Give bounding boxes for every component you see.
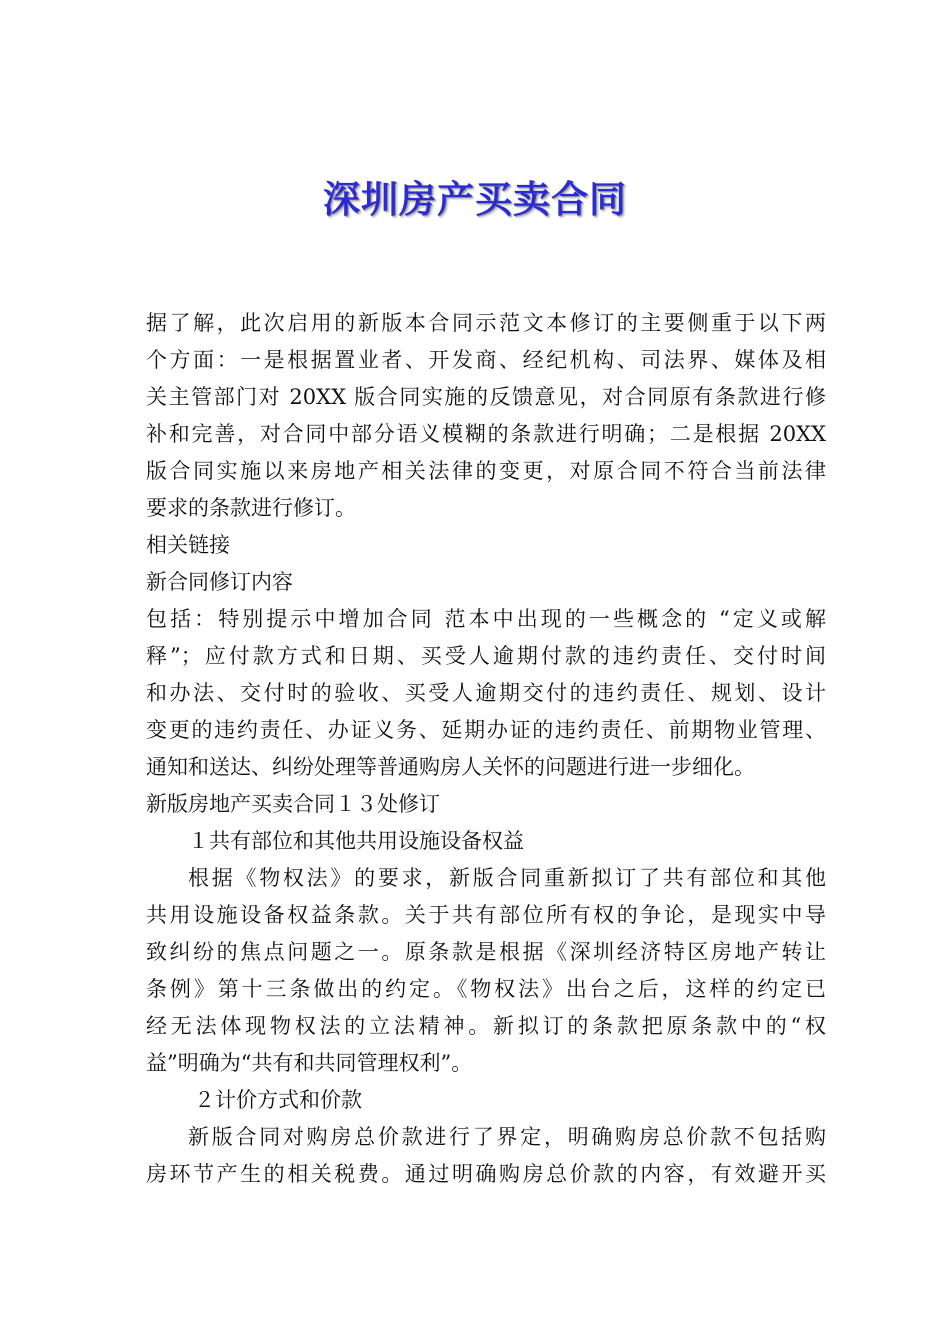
heading-line: 新合同修订内容 bbox=[146, 570, 293, 594]
paragraph-line: 共用设施设备权益条款。关于共有部位所有权的争论，是现实中导 bbox=[146, 903, 826, 927]
document-title: 深圳房产买卖合同 bbox=[323, 178, 627, 221]
paragraph-line: 关主管部门对 20XX 版合同实施的反馈意见，对合同原有条款进行修 bbox=[146, 385, 826, 409]
paragraph-line: 通知和送达、纠纷处理等普通购房人关怀的问题进行进一步细化。 bbox=[146, 755, 755, 779]
paragraph-line: 要求的条款进行修订。 bbox=[146, 496, 356, 520]
paragraph-line: 个方面：一是根据置业者、开发商、经纪机构、司法界、媒体及相 bbox=[146, 348, 826, 372]
paragraph-line: 根据《物权法》的要求，新版合同重新拟订了共有部位和其他 bbox=[188, 866, 826, 890]
paragraph-line: 致纠纷的焦点问题之一。原条款是根据《深圳经济特区房地产转让 bbox=[146, 940, 826, 964]
paragraph-line: 条例》第十三条做出的约定。《物权法》出台之后，这样的约定已 bbox=[146, 977, 826, 1001]
paragraph-line: 变更的违约责任、办证义务、延期办证的违约责任、前期物业管理、 bbox=[146, 718, 826, 742]
paragraph-line: 补和完善，对合同中部分语义模糊的条款进行明确；二是根据 20XX bbox=[146, 422, 826, 446]
heading-line: 新版房地产买卖合同１３处修订 bbox=[146, 792, 440, 816]
paragraph-line: 益”明确为“共有和共同管理权利”。 bbox=[146, 1051, 473, 1075]
paragraph-line: 经无法体现物权法的立法精神。新拟订的条款把原条款中的“权 bbox=[146, 1014, 826, 1038]
paragraph-line: 据了解，此次启用的新版本合同示范文本修订的主要侧重于以下两 bbox=[146, 311, 826, 335]
document-body bbox=[146, 305, 826, 1193]
paragraph-line: 包括：特别提示中增加合同 范本中出现的一些概念的 “定义或解 bbox=[146, 607, 826, 631]
paragraph-line: 房环节产生的相关税费。通过明确购房总价款的内容，有效避开买 bbox=[146, 1162, 826, 1186]
heading-line: 相关链接 bbox=[146, 533, 230, 557]
section-heading: ２计价方式和价款 bbox=[194, 1088, 362, 1112]
paragraph-line: 释”；应付款方式和日期、买受人逾期付款的违约责任、交付时间 bbox=[146, 644, 826, 668]
paragraph-line: 版合同实施以来房地产相关法律的变更，对原合同不符合当前法律 bbox=[146, 459, 826, 483]
paragraph-line: 和办法、交付时的验收、买受人逾期交付的违约责任、规划、设计 bbox=[146, 681, 826, 705]
section-heading: １共有部位和其他共用设施设备权益 bbox=[188, 829, 524, 853]
paragraph-line: 新版合同对购房总价款进行了界定，明确购房总价款不包括购 bbox=[188, 1125, 826, 1149]
